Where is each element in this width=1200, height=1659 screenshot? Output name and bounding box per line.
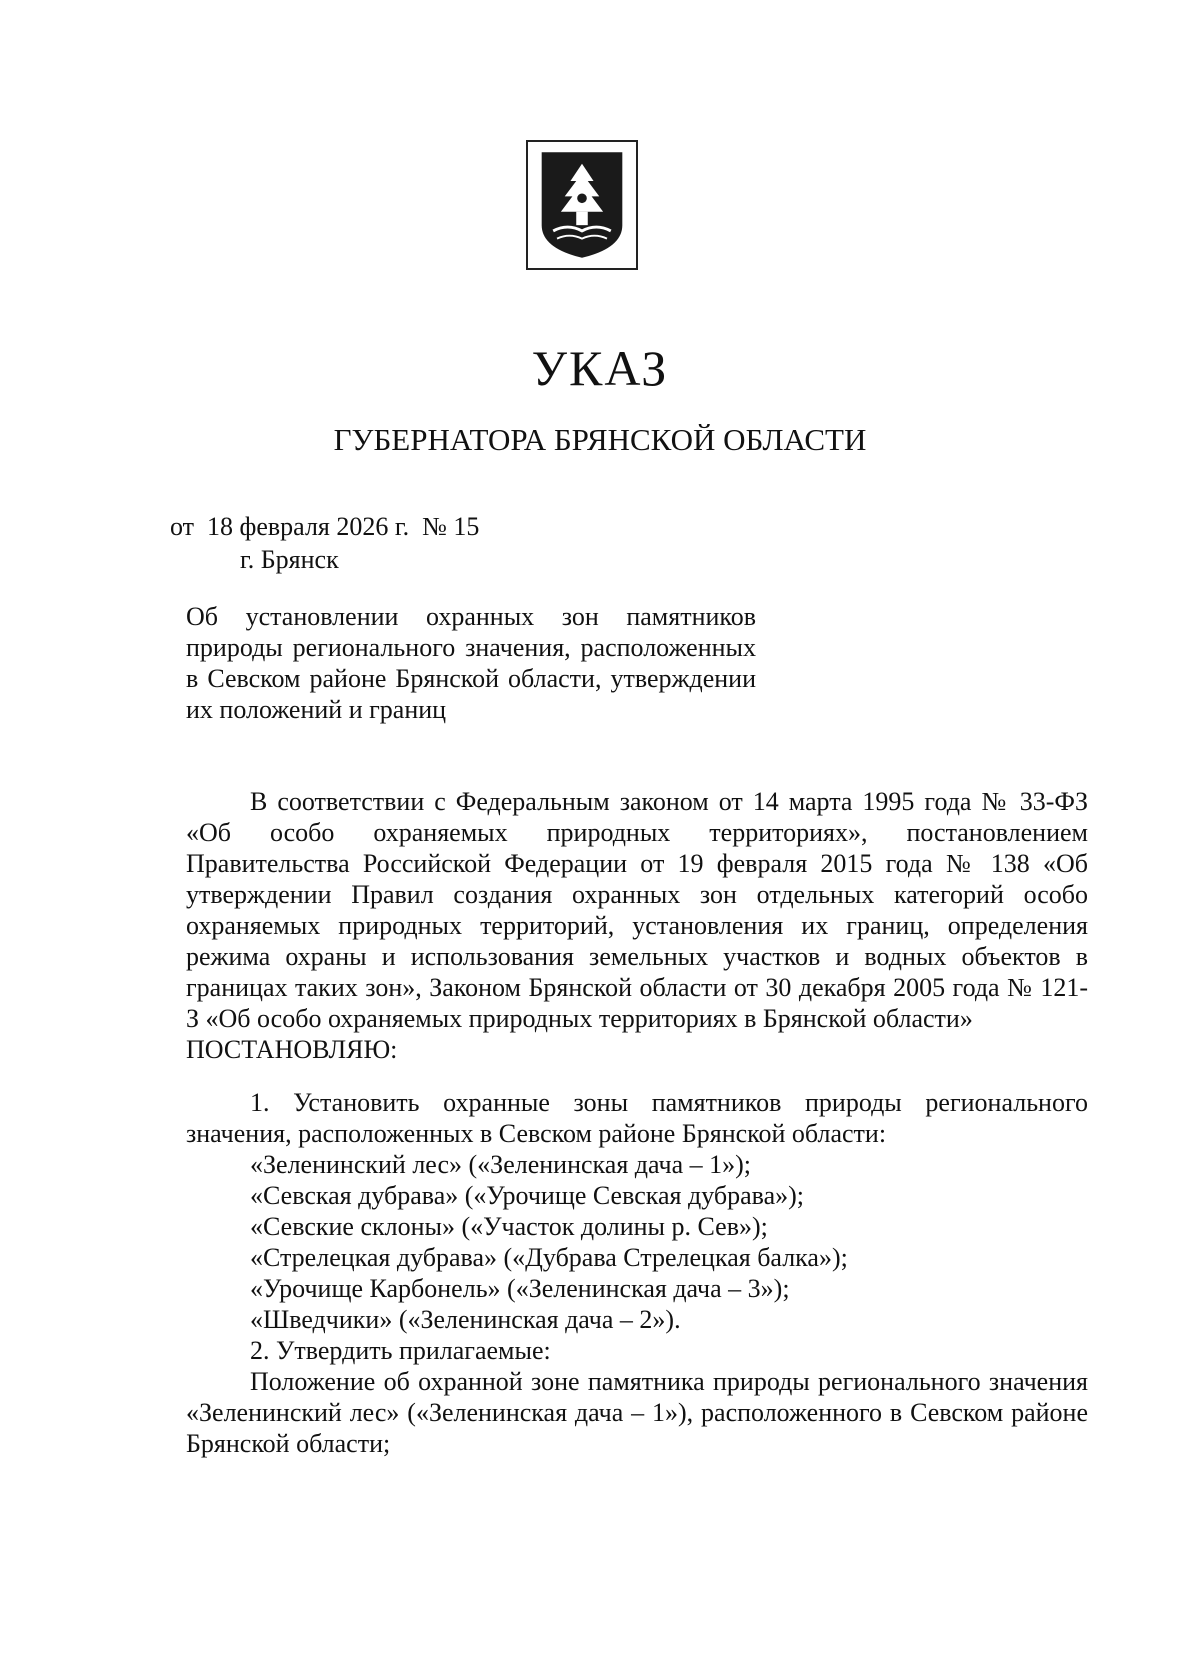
city-line: г. Брянск	[240, 545, 339, 574]
date-number-line: от 18 февраля 2026 г. № 15	[170, 512, 480, 541]
preamble-paragraph: В соответствии с Федеральным законом от 14 марта 1995 года № 33-ФЗ «Об особо охраняемых природных территориях», постановлением Правительства Российской Федерации от 19 февраля 2015 года № 138 «Об утверждении Правил создания охранных зон отдельных категорий особо охраняемых природных территорий, установления их границ, определения режима охраны и использования земельных участков и водных объектов в границах таких зон», Законом Брянской области от 30 декабря 2005 года № 121-З «Об особо охраняемых природных территориях в Брянской области»	[186, 787, 1088, 1033]
list-item: «Зеленинский лес» («Зеленинская дача – 1»);	[250, 1150, 752, 1179]
resolve-line: ПОСТАНОВЛЯЮ:	[186, 1035, 398, 1064]
point-2-text: 2. Утвердить прилагаемые:	[250, 1336, 551, 1365]
list-item: «Севская дубрава» («Урочище Севская дубрава»);	[250, 1181, 804, 1210]
document-type-title: УКАЗ	[531, 340, 669, 396]
document-body	[186, 786, 1088, 1459]
list-item: «Севские склоны» («Участок долины р. Сев»);	[250, 1212, 768, 1241]
point-2-first-item: Положение об охранной зоне памятника природы регионального значения «Зеленинский лес» («Зеленинская дача – 1»), расположенного в Севском районе Брянской области;	[186, 1367, 1088, 1458]
list-item: «Урочище Карбонель» («Зеленинская дача – 3»);	[250, 1274, 790, 1303]
coat-of-arms	[526, 140, 638, 270]
coat-of-arms-icon	[534, 148, 630, 262]
subject-heading: Об установлении охранных зон памятников природы регионального значения, расположенных в Севском районе Брянской области, утверждении их положений и границ	[186, 602, 756, 724]
point-1-text: 1. Установить охранные зоны памятников природы регионального значения, расположенных в Севском районе Брянской области:	[186, 1088, 1088, 1148]
issuer-subtitle: ГУБЕРНАТОРА БРЯНСКОЙ ОБЛАСТИ	[333, 422, 867, 457]
list-item: «Шведчики» («Зеленинская дача – 2»).	[250, 1305, 681, 1334]
list-item: «Стрелецкая дубрава» («Дубрава Стрелецкая балка»);	[250, 1243, 848, 1272]
